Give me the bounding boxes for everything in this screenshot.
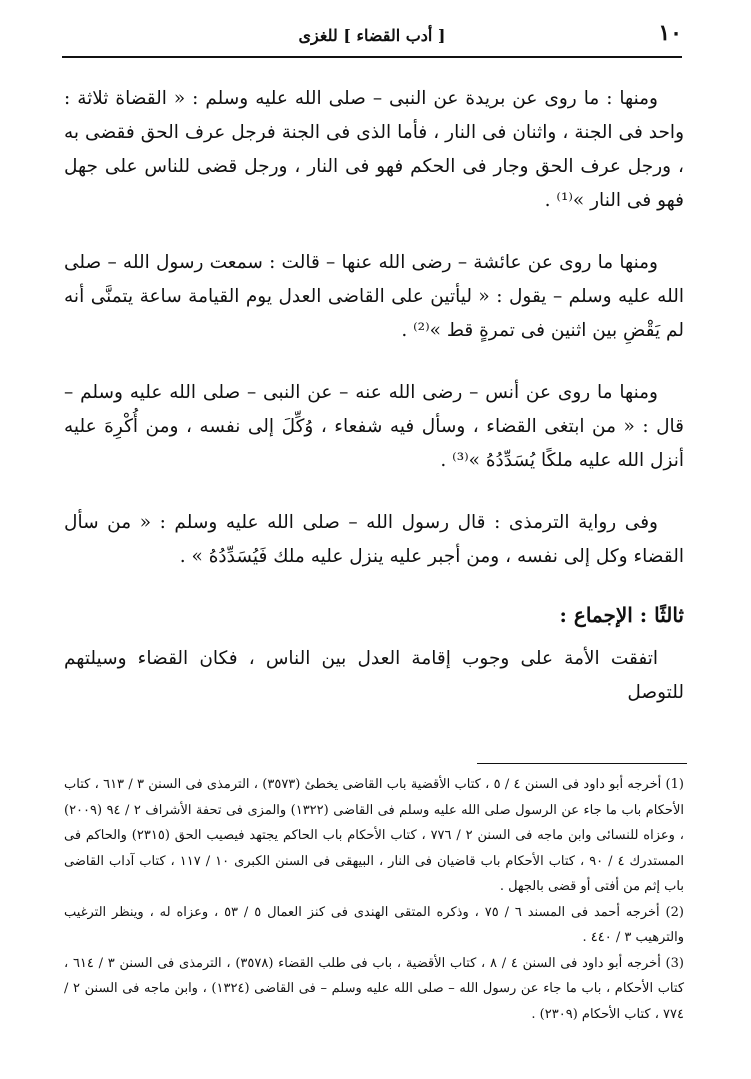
footnote-separator <box>477 763 687 764</box>
page-number: ١٠ <box>658 20 682 46</box>
paragraph-consensus: اتفقت الأمة على وجوب إقامة العدل بين الناس ، فكان القضاء وسيلتهم للتوصل <box>64 648 684 703</box>
paragraph-buraydah: ومنها : ما روى عن بريدة عن النبى – صلى الله عليه وسلم : « القضاة ثلاثة : واحد فى الجنة ، واثنان فى النار ، فأما الذى فى الجنة فرجل عرف الحق فقضى به ، ورجل عرف الحق وجار فى الحكم فهو فى النار ، ورجل قضى للناس على جهل فهو فى النار »⁽¹⁾ . <box>64 88 684 211</box>
footnote-2: (2) أخرجه أحمد فى المسند ٦ / ٧٥ ، وذكره المتقى الهندى فى كنز العمال ٥ / ٥٣ ، وعزاه له ، وينظر الترغيب والترهيب ٣ / ٤٤٠ . <box>64 904 684 945</box>
footnotes <box>64 772 684 1027</box>
paragraph-tirmidhi: وفى رواية الترمذى : قال رسول الله – صلى الله عليه وسلم : « من سأل القضاء وكل إلى نفسه ، ومن أجبر عليه ينزل عليه ملك فَيُسَدِّدُهُ » . <box>64 512 684 567</box>
section-heading: ثالثًا : الإجماع : <box>559 603 684 627</box>
running-title: [ أدب القضاء ] للغزى <box>298 25 446 45</box>
header-rule <box>62 56 682 58</box>
footnote-1: (1) أخرجه أبو داود فى السنن ٤ / ٥ ، كتاب الأقضية باب القاضى يخطئ (٣٥٧٣) ، الترمذى فى السنن ٣ / ٦١٣ ، كتاب الأحكام باب ما جاء عن الرسول صلى الله عليه وسلم فى القاضى (١٣٢٢) والمزى فى تحفة الأشراف ٢ / ٩٤ (٢٠٠٩) ، وعزاه للنسائى وابن ماجه فى السنن ٢ / ٧٧٦ ، كتاب الأحكام باب الحاكم يجتهد فيصيب الحق (٢٣١٥) والحاكم فى المستدرك ٤ / ٩٠ ، كتاب الأحكام باب قاضيان فى النار ، البيهقى فى السنن الكبرى ١٠ / ١١٧ ، كتاب آداب القاضى باب إثم من أفتى أو قضى بالجهل . <box>64 777 684 894</box>
footnote-3: (3) أخرجه أبو داود فى السنن ٤ / ٨ ، كتاب الأقضية ، باب فى طلب القضاء (٣٥٧٨) ، الترمذى فى السنن ٣ / ٦١٤ ، كتاب الأحكام ، باب ما جاء عن رسول الله – صلى الله عليه وسلم – فى القاضى (١٣٢٤) ، وابن ماجه فى السنن ٢ / ٧٧٤ ، كتاب الأحكام (٢٣٠٩) . <box>64 955 685 1022</box>
page-header <box>62 18 682 52</box>
main-text <box>64 82 684 738</box>
paragraph-aisha: ومنها ما روى عن عائشة – رضى الله عنها – قالت : سمعت رسول الله – صلى الله عليه وسلم – يقول : « ليأتين على القاضى العدل يوم القيامة ساعة يتمنَّى أنه لم يَقْضِ بين اثنين فى تمرةٍ قط »⁽²⁾ . <box>64 252 684 341</box>
paragraph-anas: ومنها ما روى عن أنس – رضى الله عنه – عن النبى – صلى الله عليه وسلم – قال : « من ابتغى القضاء ، وسأل فيه شفعاء ، وُكِّلَ إلى نفسه ، ومن أُكْرِهَ عليه أنزل الله عليه ملكًا يُسَدِّدُهُ »⁽³⁾ . <box>64 382 684 471</box>
